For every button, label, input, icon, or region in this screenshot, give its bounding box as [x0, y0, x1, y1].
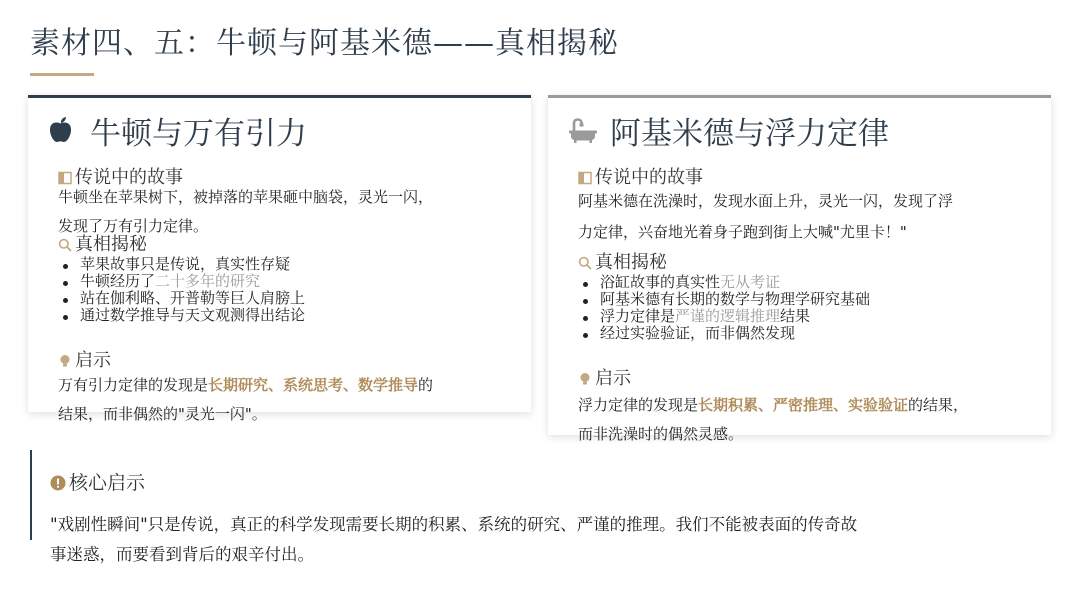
legend-heading-label: 传说中的故事 [75, 167, 183, 188]
core-text [50, 510, 857, 570]
title-underline [30, 73, 94, 76]
insight-heading [578, 364, 631, 390]
list-item: 经过实验验证，而非偶然发现 [578, 325, 870, 342]
archimedes-card [548, 95, 1051, 443]
list-item: 站在伽利略、开普勒等巨人肩膀上 [58, 290, 305, 307]
truth-list [58, 256, 305, 324]
insight-line: 万有引力定律的发现是长期研究、系统思考、数学推导的 [58, 376, 434, 394]
core-accent-bar [30, 450, 32, 540]
insight-text [58, 371, 433, 429]
insight-heading-label: 启示 [75, 350, 111, 371]
legend-text [578, 186, 953, 248]
card-title: 阿基米德与浮力定律 [610, 116, 889, 152]
list-item: 牛顿经历了二十多年的研究 [58, 273, 305, 290]
legend-line: 发现了万有引力定律。 [58, 217, 209, 235]
truth-heading-label: 真相揭秘 [75, 234, 147, 255]
core-heading [50, 468, 145, 495]
magnifier-icon [578, 254, 592, 268]
core-line: 事迷惑，而要看到背后的艰辛付出。 [50, 545, 314, 564]
list-item: 浮力定律是严谨的逻辑推理结果 [578, 308, 870, 325]
truth-list [578, 274, 870, 342]
book-icon [578, 169, 592, 183]
insight-heading-label: 启示 [595, 368, 631, 389]
legend-line: 阿基米德在洗澡时，发现水面上升，灵光一闪，发现了浮 [578, 192, 954, 210]
list-item: 通过数学推导与天文观测得出结论 [58, 307, 305, 324]
magnifier-icon [58, 236, 72, 250]
insight-line: 浮力定律的发现是长期积累、严密推理、实验验证的结果， [578, 396, 969, 414]
list-item: 阿基米德有长期的数学与物理学研究基础 [578, 291, 870, 308]
insight-text [578, 391, 968, 449]
core-heading-label: 核心启示 [69, 472, 146, 494]
truth-heading [578, 248, 667, 274]
bathtub-icon [568, 118, 598, 148]
keyword-text: 长期积累、严密推理、实验验证 [698, 396, 909, 414]
lightbulb-icon [58, 352, 72, 366]
newton-card [28, 95, 531, 423]
legend-line: 力定律，兴奋地光着身子跑到街上大喊"尤里卡！" [578, 223, 907, 241]
book-icon [58, 169, 72, 183]
highlight-text: 二十多年的研究 [155, 272, 261, 290]
exclamation-circle-icon [50, 474, 66, 490]
truth-heading-label: 真相揭秘 [595, 252, 667, 273]
list-item: 苹果故事只是传说，真实性存疑 [58, 256, 305, 273]
insight-line: 结果，而非偶然的"灵光一闪"。 [58, 405, 267, 423]
legend-line: 牛顿坐在苹果树下，被掉落的苹果砸中脑袋，灵光一闪， [58, 188, 434, 206]
core-line: "戏剧性瞬间"只是传说，真正的科学发现需要长期的积累、系统的研究、严谨的推理。我们不能被表面的传奇故 [50, 515, 858, 534]
highlight-text: 无从考证 [720, 273, 781, 291]
page-title: 素材四、五：牛顿与阿基米德——真相揭秘 [30, 26, 619, 61]
insight-line: 而非洗澡时的偶然灵感。 [578, 425, 744, 443]
truth-heading [58, 230, 147, 256]
keyword-text: 长期研究、系统思考、数学推导 [208, 376, 419, 394]
list-item: 浴缸故事的真实性无从考证 [578, 274, 870, 291]
legend-heading-label: 传说中的故事 [595, 167, 703, 188]
highlight-text: 严谨的逻辑推理 [675, 307, 781, 325]
card-title: 牛顿与万有引力 [90, 116, 307, 152]
apple-icon [48, 116, 73, 148]
lightbulb-icon [578, 370, 592, 384]
insight-heading [58, 346, 111, 372]
